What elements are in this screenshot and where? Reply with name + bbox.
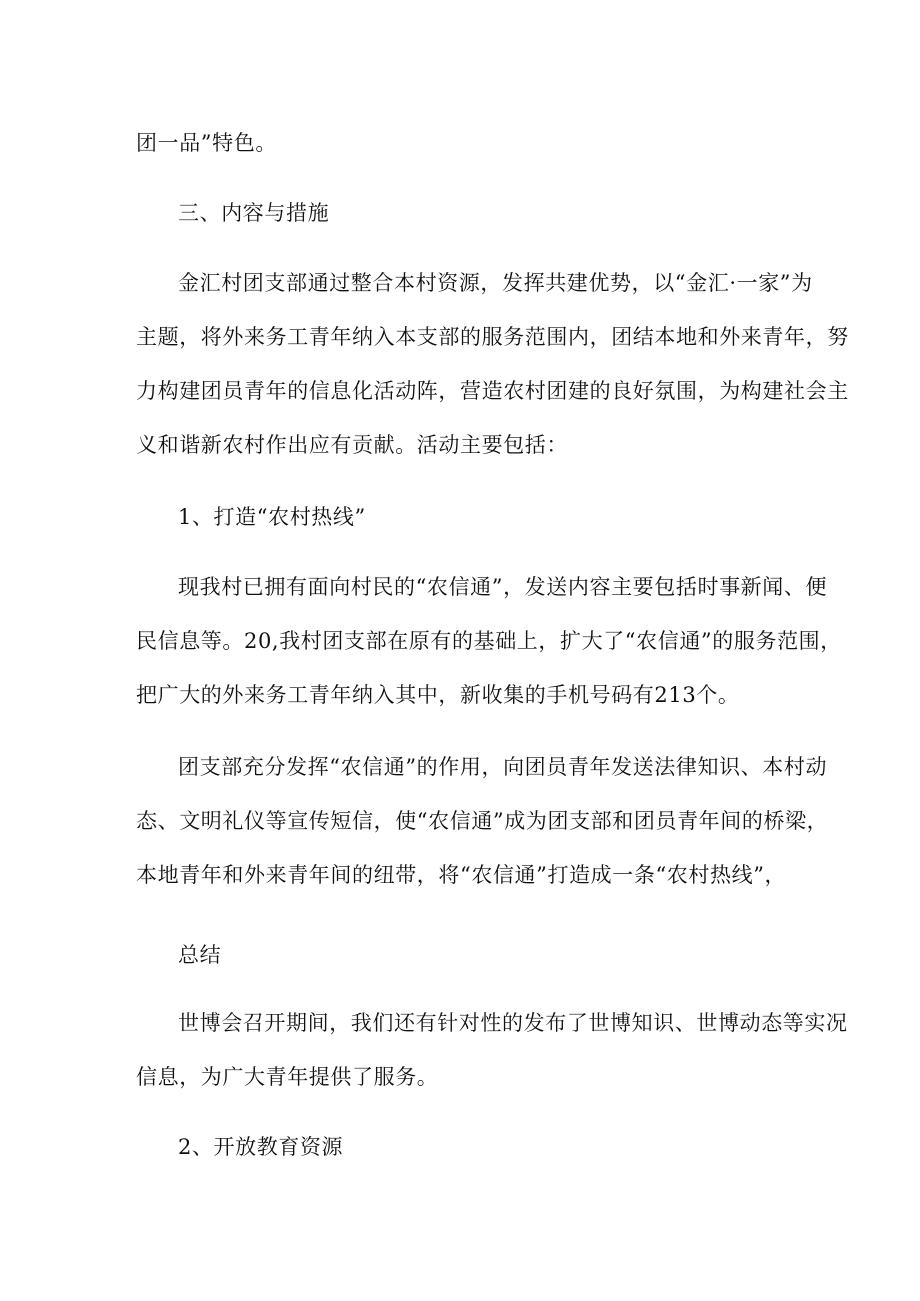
paragraph-line: 团支部充分发挥“农信通”的作用，向团员青年发送法律知识、本村动 — [178, 755, 828, 779]
paragraph-line: 态、文明礼仪等宣传短信，使“农信通”成为团支部和团员青年间的桥梁， — [136, 809, 829, 833]
paragraph-line: 现我村已拥有面向村民的“农信通”，发送内容主要包括时事新闻、便 — [178, 575, 828, 599]
paragraph-line: 信息，为广大青年提供了服务。 — [136, 1065, 439, 1089]
paragraph-line: 把广大的外来务工青年纳入其中，新收集的手机号码有213个。 — [136, 683, 740, 707]
subheading-rural-hotline: 1、打造“农村热线” — [178, 505, 366, 529]
paragraph-line: 义和谐新农村作出应有贡献。活动主要包括： — [136, 433, 568, 457]
paragraph-line: 力构建团员青年的信息化活动阵，营造农村团建的良好氛围，为构建社会主 — [136, 379, 849, 403]
heading-summary: 总结 — [178, 943, 222, 967]
paragraph-line: 本地青年和外来青年间的纽带，将“农信通”打造成一条“农村热线”， — [136, 863, 787, 887]
subheading-open-education-resources: 2、开放教育资源 — [178, 1135, 344, 1159]
paragraph-line: 世博会召开期间，我们还有针对性的发布了世博知识、世博动态等实况 — [178, 1011, 848, 1035]
paragraph-continuation-line: 团一品”特色。 — [136, 131, 277, 155]
paragraph-line: 金汇村团支部通过整合本村资源，发挥共建优势，以“金汇·一家”为 — [178, 271, 813, 295]
section-heading-content-measures: 三、内容与措施 — [178, 201, 330, 225]
paragraph-line: 民信息等。20,我村团支部在原有的基础上，扩大了“农信通”的服务范围， — [136, 629, 842, 653]
paragraph-line: 主题，将外来务工青年纳入本支部的服务范围内，团结本地和外来青年，努 — [136, 325, 849, 349]
